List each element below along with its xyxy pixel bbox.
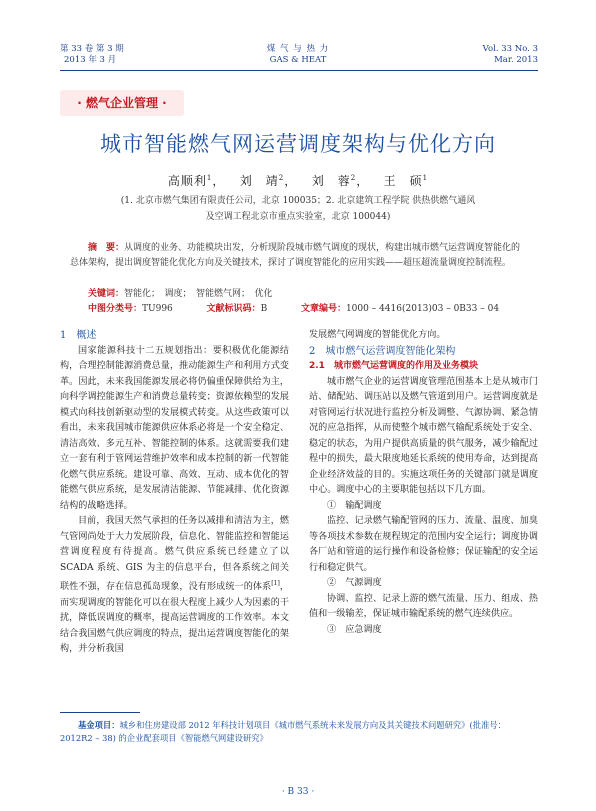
section-heading-1: 1 概述 bbox=[60, 330, 97, 341]
abstract-text: 从调度的业务、功能模块出发，分析现阶段城市燃气调度的现状，构建出城市燃气运营调度智能化的总体架构，提出调度智能化优化方向及关键技术，探讨了调度智能化的应用实践——超压超流量调度控制流程。 bbox=[70, 243, 521, 268]
clc-value: TU996 bbox=[142, 304, 173, 314]
funding-text: 城乡和住房建设部 2012 年科技计划项目《城市燃气系统未来发展方向及其关键技术问题研究》(批准号：2012R2 – 38) 的企业配套项目《智能燃气网建设研究》 bbox=[60, 720, 506, 743]
list-item: ① 输配调度 bbox=[327, 500, 382, 511]
journal-volume-en bbox=[440, 44, 538, 66]
author: 刘 靖$^2$ bbox=[239, 174, 285, 188]
paragraph: 发展燃气网调度的智能优化方向。 bbox=[309, 330, 446, 340]
keywords-label: 关键词： bbox=[88, 289, 125, 299]
author-list: 高顺利$^1$， 刘 靖$^2$， 刘 蓉$^2$， 王 硕$^1$ bbox=[167, 174, 429, 188]
citation-ref: [1] bbox=[271, 580, 280, 587]
header-rule bbox=[60, 70, 538, 71]
doc-code-label: 文献标识码： bbox=[206, 304, 261, 314]
keywords-text: 智能化； 调度； 智能燃气网； 优化 bbox=[124, 289, 273, 299]
funding-footnote bbox=[60, 719, 538, 745]
author: 刘 蓉$^2$ bbox=[311, 174, 357, 188]
keywords bbox=[88, 286, 273, 299]
right-column bbox=[309, 328, 538, 638]
left-column bbox=[60, 328, 289, 658]
list-item: ③ 应急调度 bbox=[327, 624, 382, 635]
page-number: · B 33 · bbox=[281, 787, 315, 797]
paragraph: 监控、记录燃气输配管网的压力、流量、温度、加臭等各项技术参数在规程规定的范围内安全运行；调度协调各厂站和管道的运行操作和设备检修；保证输配的安全运行和稳定供气。 bbox=[309, 516, 538, 573]
clc-label: 中图分类号： bbox=[88, 304, 143, 314]
abstract bbox=[70, 241, 528, 270]
subsection-heading-2-1: 2.1 城市燃气运营调度的作用及业务模块 bbox=[309, 361, 478, 371]
volume-issue-en: Vol. 33 No. 3 bbox=[482, 44, 538, 54]
classification-line bbox=[88, 301, 499, 314]
journal-name-cn: 煤 气 与 热 力 bbox=[266, 44, 330, 54]
date-cn: 2013 年 3 月 bbox=[64, 55, 117, 65]
abstract-label: 摘 要： bbox=[88, 243, 125, 253]
section-heading-2: 2 城市燃气运营调度智能化架构 bbox=[309, 345, 456, 357]
paragraph: 目前，我国天然气承担的任务以减排和清洁为主，燃气管网尚处于大力发展阶段，信息化、智能监控和智能运营调度程度有待提高。燃气供应系统已经建立了以 SCADA 系统、GIS 为主的信息平台，但各系统之间关联性不强，存在信息孤岛现象，没有形成统一的体系[1]，而实现调度的智能化可以在很大程度上减少人为因素的干扰，降低误调度的概率，提高运营调度的工作效率。本文结合我国燃气供应调度的特点，提出运营调度智能化的架构，并分析我国 bbox=[60, 516, 289, 655]
paragraph: 城市燃气企业的运营调度管理范围基本上是从城市门站、储配站、调压站以及燃气管道到用户。运营调度就是对管网运行状况进行监控分析及调整、气源协调、紧急情况的应急指挥，从而使整个城市燃气输配系统处于安全、稳定的状态，为用户提供高质量的供气服务，减少输配过程中的损失，最大限度地延长系统的使用寿命，达到提高企业经济效益的目的。实施这项任务的关键部门就是调度中心。调度中心的主要职能包括以下几方面。 bbox=[309, 376, 538, 495]
footnote-rule bbox=[60, 712, 140, 713]
paragraph: 国家能源科技十二五规划指出：要积极优化能源结构，合理控制能源消费总量，推动能源生产和利用方式变革。因此，未来我国能源发展必将仍偏重保障供给为主，向科学调控能源生产和消费总量转变；资源依赖型的发展模式向科技创新驱动型的发展模式转变。从这些政策可以看出，未来我国城市能源供应体系必将是一个安全稳定、清洁高效、多元互补、智能控制的体系。这就需要我们建立一套有利于管网运营维护效率和成本控制的新一代智能化燃气供应系统。建设可靠、高效、互动、成本优化的智能燃气供应系统，是发展清洁能源、节能减排、优化资源结构的战略选择。 bbox=[60, 345, 289, 511]
section-tag: · 燃气企业管理 · bbox=[60, 90, 184, 116]
paragraph: 协调、监控、记录上游的燃气流量、压力、组成、热值和一级输差，保证城市输配系统的燃气连续供应。 bbox=[309, 593, 538, 619]
list-item: ② 气源调度 bbox=[327, 578, 382, 588]
author: 王 硕$^1$ bbox=[383, 174, 429, 188]
journal-name-en: GAS & HEAT bbox=[269, 55, 327, 65]
funding-label: 基金项目： bbox=[78, 720, 120, 730]
article-title: 城市智能燃气网运营调度架构与优化方向 bbox=[100, 132, 496, 156]
date-en: Mar. 2013 bbox=[494, 55, 538, 65]
volume-issue-cn: 第 33 卷 第 3 期 bbox=[60, 44, 124, 54]
article-number-value: 1000 – 4416(2013)03 – 0B33 – 04 bbox=[345, 304, 500, 314]
article-number-label: 文章编号： bbox=[300, 304, 346, 314]
doc-code-value: B bbox=[260, 304, 268, 314]
affiliation-line-1: (1. 北京市燃气集团有限责任公司，北京 100035；2. 北京建筑工程学院 供热供燃气通风 bbox=[120, 196, 476, 206]
affiliation-line-2: 及空调工程北京市重点实验室，北京 100044) bbox=[205, 212, 391, 222]
author: 高顺利$^1$ bbox=[167, 174, 213, 188]
